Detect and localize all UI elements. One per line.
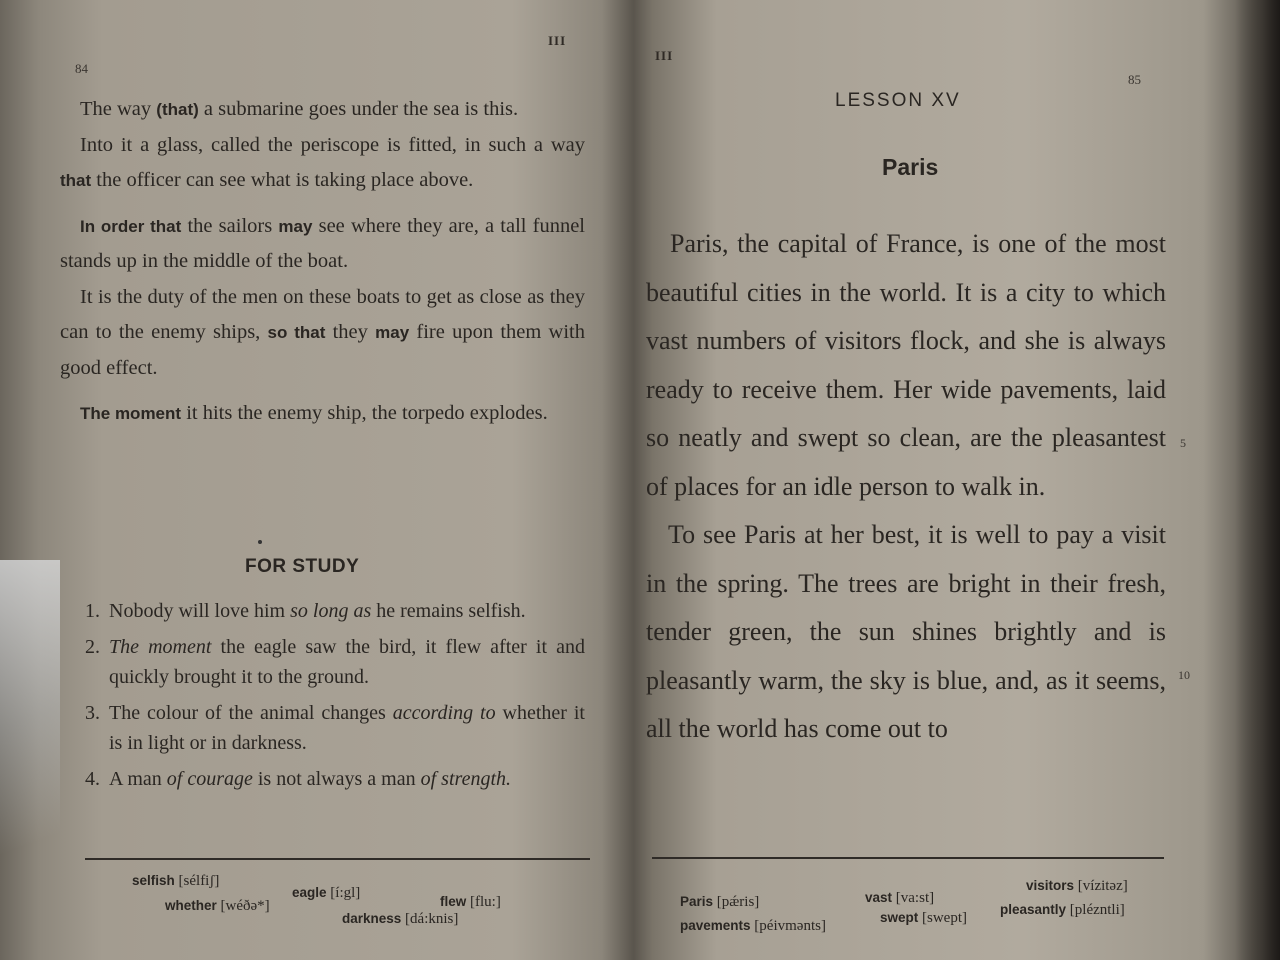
- keyword: (that): [156, 100, 199, 119]
- keyword: so long as: [290, 600, 372, 622]
- pronunciation: [vízitəz]: [1074, 878, 1128, 894]
- text: they: [325, 321, 376, 343]
- chapter-mark: III: [655, 48, 674, 63]
- text: It is the duty of the men on these boats to get as close as they can to the enemy ships,: [60, 285, 585, 343]
- vocab-word: swept: [880, 910, 919, 925]
- text: The colour of the animal changes: [109, 702, 393, 724]
- paragraph: [60, 92, 585, 128]
- footnote-rule: [652, 857, 1164, 859]
- vocab-entry: [680, 894, 759, 911]
- text: Into it a glass, called the periscope is fitted, in such a way: [80, 133, 585, 156]
- pronunciation: [péivmənts]: [750, 918, 826, 934]
- keyword: that: [60, 171, 92, 190]
- vocab-word: Paris: [680, 894, 714, 909]
- line-number: 5: [1180, 436, 1186, 450]
- keyword: may: [278, 216, 313, 236]
- text: fire upon them with good effect.: [60, 321, 585, 379]
- keyword: of strength.: [420, 768, 511, 790]
- vocab-word: eagle: [292, 885, 327, 900]
- vocab-word: pleasantly: [1000, 902, 1067, 917]
- paragraph: To see Paris at her best, it is well to pay a visit in the spring. The trees are bright in their fresh, tender green, the sun shines brightly and is pleasantly warm, the sky is blue, and, as it seems, all the world has come out to: [646, 520, 1166, 743]
- page-number: 84: [75, 61, 88, 76]
- vocab-entry: [440, 894, 501, 911]
- text: A man: [109, 768, 167, 790]
- vocab-entry: [132, 873, 219, 890]
- list-item: [85, 764, 585, 794]
- text: it hits the enemy ship, the torpedo explodes.: [181, 402, 548, 424]
- text: Nobody will love him: [109, 600, 291, 622]
- vocab-word: selfish: [132, 873, 175, 888]
- keyword: according to: [392, 702, 496, 724]
- paragraph: [60, 396, 585, 432]
- vocab-entry: [1026, 878, 1128, 895]
- vocab-word: darkness: [342, 911, 402, 926]
- pronunciation: [í:gl]: [326, 885, 361, 901]
- vocab-entry: [292, 885, 360, 902]
- text: a submarine goes under the sea is this.: [198, 98, 519, 120]
- vocab-entry: [880, 910, 967, 927]
- pronunciation: [swept]: [918, 910, 968, 926]
- chapter-mark: III: [548, 33, 567, 48]
- text: is not always a man: [252, 768, 421, 790]
- list-item: [85, 596, 585, 626]
- keyword: so that: [267, 323, 326, 342]
- item-number: 4.: [85, 768, 100, 790]
- pronunciation: [flu:]: [466, 894, 501, 910]
- vocab-entry: [680, 918, 826, 935]
- ink-dot: [258, 540, 262, 544]
- paragraph: [60, 280, 585, 387]
- vocab-entry: [165, 898, 270, 915]
- line-number: 10: [1178, 668, 1190, 682]
- item-number: 3.: [85, 702, 100, 724]
- keyword: The moment: [80, 404, 182, 423]
- paragraph: [60, 128, 585, 199]
- paragraph: [60, 209, 585, 280]
- pronunciation: [pléznt​li]: [1066, 902, 1125, 918]
- lesson-heading: LESSON XV: [835, 90, 961, 111]
- left-body-text: [60, 92, 585, 432]
- keyword: In order that: [80, 216, 182, 236]
- footnote-rule: [85, 858, 590, 860]
- vocab-word: visitors: [1026, 878, 1075, 893]
- text: whether it is in light or in darkness.: [109, 702, 585, 754]
- paragraph: Paris, the capital of France, is one of the most beautiful cities in the world. It is a city to which vast numbers of visitors flock, and she is always ready to receive them. Her wide pavements, laid so neatly and swept so clean, are the pleasantest of places for an idle person to walk in.: [646, 229, 1166, 501]
- pronunciation: [sélfiʃ]: [174, 873, 220, 889]
- for-study-heading: FOR STUDY: [245, 556, 360, 577]
- vocab-entry: [1000, 902, 1125, 919]
- text: the eagle saw the bird, it flew after it and quickly brought it to the ground.: [109, 636, 585, 688]
- study-list: [85, 596, 585, 800]
- item-number: 2.: [85, 636, 100, 658]
- item-number: 1.: [85, 600, 100, 622]
- pronunciation: [dá:knis]: [401, 911, 459, 927]
- pronunciation: [pǽris]: [713, 894, 760, 910]
- keyword: of courage: [166, 768, 253, 790]
- lesson-title: Paris: [882, 154, 939, 180]
- text: he remains selfish.: [371, 600, 526, 622]
- paper-edge-glare: [0, 560, 60, 960]
- pronunciation: [wéðə*]: [216, 898, 270, 914]
- text: the sailors: [181, 214, 279, 237]
- vocab-word: whether: [165, 898, 217, 913]
- vocab-word: vast: [865, 890, 893, 905]
- text: the officer can see what is taking place above.: [91, 169, 474, 191]
- vocab-word: flew: [440, 894, 467, 909]
- text: The way: [80, 98, 157, 120]
- vocab-entry: [865, 890, 934, 907]
- right-body-text: [646, 220, 1166, 754]
- list-item: [85, 698, 585, 758]
- keyword: The moment: [109, 636, 212, 658]
- text: see where they are, a tall funnel stands up in the middle of the boat.: [60, 214, 586, 272]
- vocab-word: pavements: [680, 918, 751, 933]
- keyword: may: [375, 323, 410, 342]
- list-item: [85, 632, 585, 692]
- page-number: 85: [1128, 72, 1141, 87]
- book-edge-shadow: [1235, 0, 1280, 960]
- vocab-entry: [342, 911, 458, 928]
- pronunciation: [va:st]: [892, 890, 935, 906]
- right-page: [630, 0, 1190, 960]
- left-page: [40, 0, 600, 960]
